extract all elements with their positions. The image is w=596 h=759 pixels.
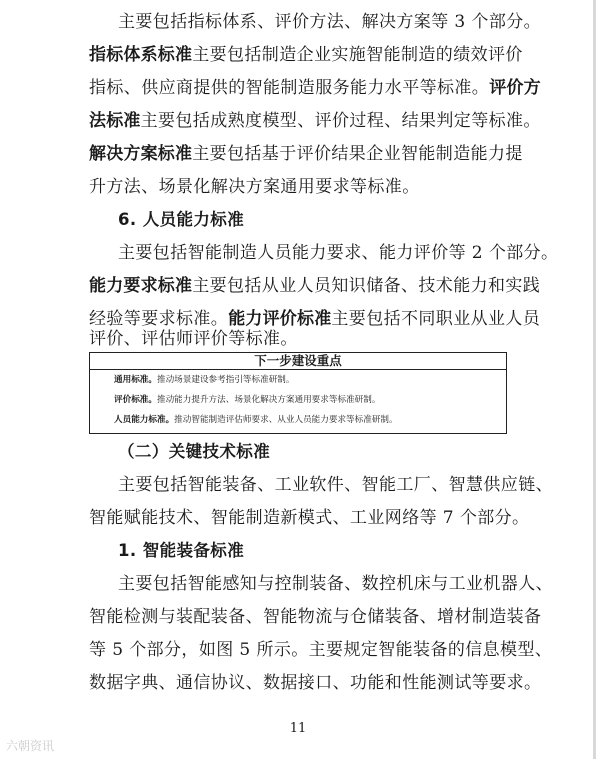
paragraph-line: 主要包括智能装备、工业软件、智能工厂、智慧供应链、 bbox=[118, 475, 553, 495]
paragraph-line bbox=[89, 45, 523, 65]
paragraph-line: 评价、评估师评价等标准。 bbox=[89, 329, 298, 349]
box-row bbox=[114, 394, 380, 406]
box-row-text: 推动能力提升方法、场景化解决方案通用要求等标准研制。 bbox=[156, 395, 381, 405]
section-heading: 6. 人员能力标准 bbox=[118, 210, 245, 229]
paragraph-line: 主要包括智能感知与控制装备、数控机床与工业机器人、 bbox=[118, 574, 553, 594]
term-bold: 能力评价标准 bbox=[228, 309, 332, 329]
term-bold: 能力要求标准 bbox=[89, 276, 193, 296]
watermark: 六朝资讯 bbox=[6, 739, 55, 753]
box-row-text: 推动智能制造评估师要求、从业人员能力要求等标准研制。 bbox=[174, 415, 398, 425]
paragraph-line: 智能检测与装配装备、智能物流与仓储装备、增材制造装备 bbox=[89, 607, 542, 627]
box-row-key: 通用标准。 bbox=[114, 375, 157, 385]
paragraph-line: 数据字典、通信协议、数据接口、功能和性能测试等要求。 bbox=[89, 673, 542, 693]
line-text: 主要包括基于评价结果企业智能制造能力提 bbox=[192, 144, 523, 164]
term-bold: 评价方 bbox=[489, 78, 541, 98]
page-number: 11 bbox=[289, 721, 307, 736]
box-row-key: 评价标准。 bbox=[114, 395, 157, 405]
section-heading: 1. 智能装备标准 bbox=[118, 541, 245, 560]
box-row bbox=[114, 374, 295, 386]
line-text: 经验等要求标准。 bbox=[89, 309, 229, 329]
paragraph-line bbox=[89, 309, 540, 329]
term-bold: 指标体系标准 bbox=[89, 45, 193, 65]
term-bold: 解决方案标准 bbox=[89, 144, 193, 164]
paragraph-line: 智能赋能技术、智能制造新模式、工业网络等 7 个部分。 bbox=[89, 508, 530, 528]
box-row bbox=[114, 414, 398, 426]
line-text: 指标、供应商提供的智能制造服务能力水平等标准。 bbox=[89, 78, 490, 98]
box-row-text: 推动场景建设参考指引等标准研制。 bbox=[156, 375, 295, 385]
paragraph-line: 主要包括指标体系、评价方法、解决方案等 3 个部分。 bbox=[118, 12, 542, 32]
paragraph-line: 升方法、场景化解决方案通用要求等标准。 bbox=[89, 177, 420, 197]
next-steps-box bbox=[89, 352, 507, 434]
paragraph-line bbox=[89, 78, 541, 98]
line-text: 主要包括制造企业实施智能制造的绩效评价 bbox=[192, 45, 523, 65]
term-bold: 法标准 bbox=[89, 111, 141, 131]
paragraph-line: 等 5 个部分，如图 5 所示。主要规定智能装备的信息模型、 bbox=[89, 640, 553, 660]
paragraph-line bbox=[89, 276, 540, 296]
line-text: 主要包括不同职业从业人员 bbox=[331, 309, 541, 329]
paragraph-line: 主要包括智能制造人员能力要求、能力评价等 2 个部分。 bbox=[118, 243, 559, 263]
box-row-key: 人员能力标准。 bbox=[114, 415, 175, 425]
paragraph-line bbox=[89, 111, 541, 131]
paragraph-line bbox=[89, 144, 523, 164]
line-text: 主要包括从业人员知识储备、技术能力和实践 bbox=[192, 276, 541, 296]
box-title: 下一步建设重点 bbox=[90, 353, 506, 370]
section-heading: （二）关键技术标准 bbox=[118, 442, 271, 461]
line-text: 主要包括成熟度模型、评价过程、结果判定等标准。 bbox=[140, 111, 541, 131]
